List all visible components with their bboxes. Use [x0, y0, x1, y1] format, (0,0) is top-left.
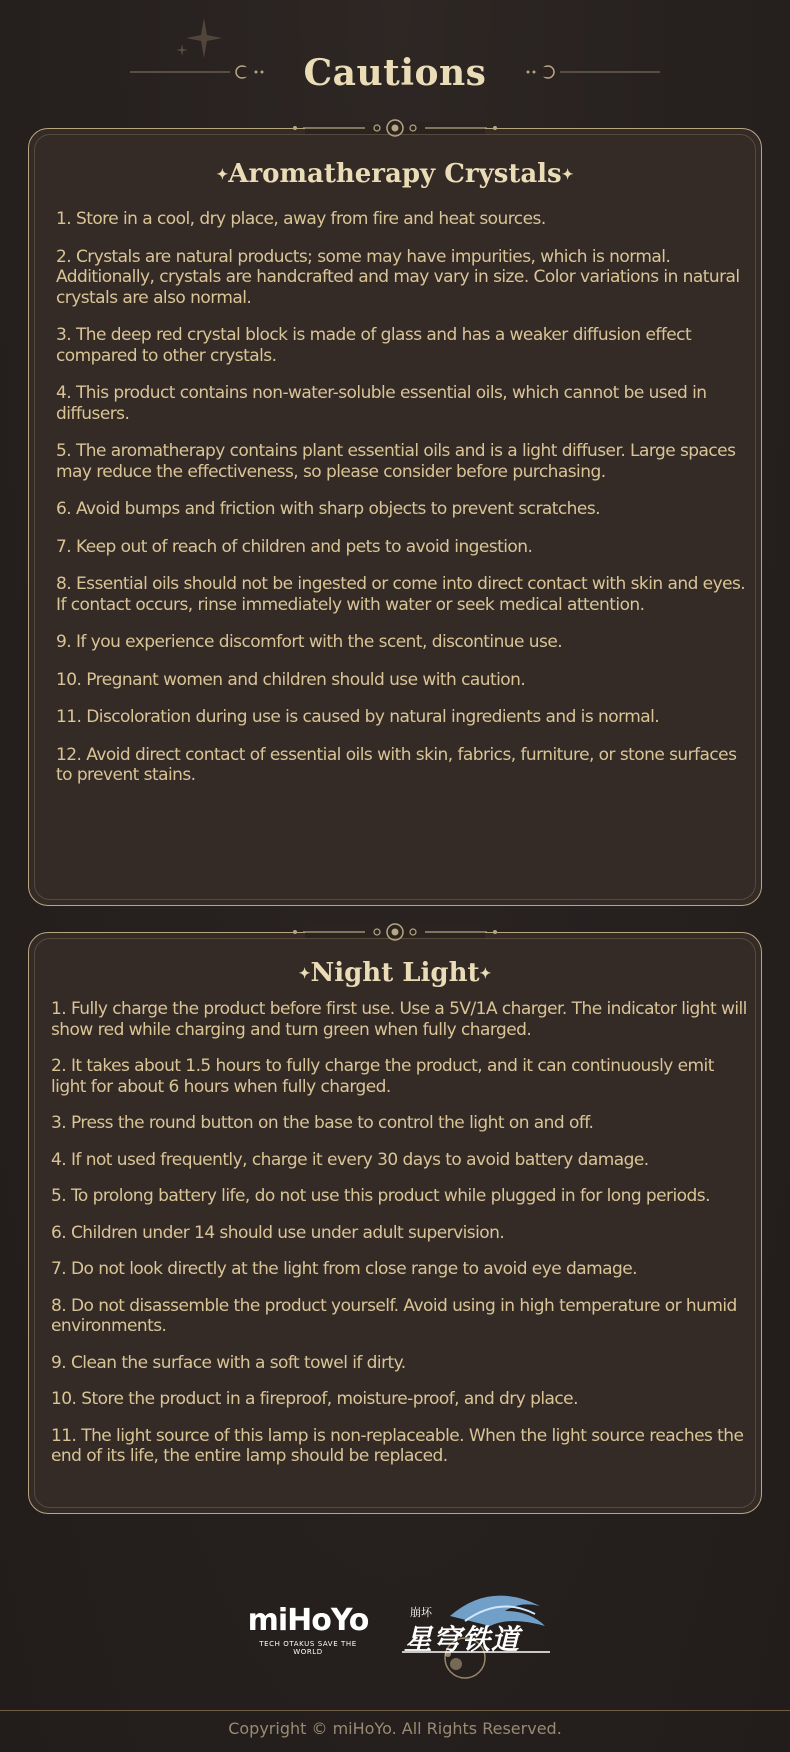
list-item: 12. Avoid direct contact of essential oils with skin, fabrics, furniture, or stone surfaces to prevent stains. [56, 744, 737, 785]
caution-list [56, 209, 756, 803]
list-item: 2. It takes about 1.5 hours to fully charge the product, and it can continuously emit light for about 6 hours when fully charged. [51, 1056, 714, 1097]
sparkle-icon: ✦ [479, 966, 492, 982]
logo-row [0, 1586, 790, 1686]
list-item: 6. Children under 14 should use under adult supervision. [51, 1222, 505, 1243]
list-item: 5. The aromatherapy contains plant essential oils and is a light diffuser. Large spaces may reduce the effectiveness, so please consider before purchasing. [56, 441, 736, 482]
list-item: 6. Avoid bumps and friction with sharp objects to prevent scratches. [56, 499, 600, 519]
section-title [29, 159, 761, 189]
list-item: 4. This product contains non-water-soluble essential oils, which cannot be used in diffusers. [56, 383, 707, 424]
list-item: 7. Keep out of reach of children and pets to avoid ingestion. [56, 536, 533, 557]
list-item: 3. The deep red crystal block is made of glass and has a weaker diffusion effect compared to other crystals. [56, 325, 692, 366]
mihoyo-logo-text: miHoYo [247, 1603, 369, 1638]
list-item: 9. Clean the surface with a soft towel if dirty. [51, 1352, 406, 1373]
panel-top-ornament [285, 116, 505, 140]
sparkle-icon: ✦ [561, 167, 574, 183]
mihoyo-tagline: TECH OTAKUS SAVE THE WORLD [259, 1640, 357, 1656]
honkai-star-rail-logo [390, 1586, 560, 1681]
list-item: 8. Do not disassemble the product yourself. Avoid using in high temperature or humid environments. [51, 1295, 737, 1336]
list-item: 9. If you experience discomfort with the scent, discontinue use. [56, 632, 563, 652]
list-item: 11. The light source of this lamp is non-replaceable. When the light source reaches the end of its life, the entire lamp should be replaced. [51, 1425, 744, 1466]
hsr-logo-text: 星穹铁道 [404, 1623, 521, 1656]
sparkle-icon: ✦ [216, 167, 229, 183]
list-item: 4. If not used frequently, charge it every 30 days to avoid battery damage. [51, 1149, 649, 1170]
caution-list [51, 999, 751, 1483]
copyright-text: Copyright © miHoYo. All Rights Reserved. [228, 1719, 562, 1738]
list-item: 1. Store in a cool, dry place, away from fire and heat sources. [56, 209, 546, 229]
section-title-text: Night Light [310, 958, 480, 988]
sparkle-icon: ✦ [298, 966, 311, 982]
section-title-text: Aromatherapy Crystals [228, 159, 562, 189]
mihoyo-logo [246, 1604, 370, 1656]
page-title: Cautions [303, 52, 487, 94]
list-item: 11. Discoloration during use is caused by natural ingredients and is normal. [56, 707, 660, 727]
list-item: 10. Pregnant women and children should use with caution. [56, 669, 526, 690]
list-item: 3. Press the round button on the base to control the light on and off. [51, 1113, 594, 1133]
section-title [29, 958, 761, 988]
panel-top-ornament [285, 920, 505, 944]
footer-divider [0, 1710, 790, 1711]
aromatherapy-crystals-panel [28, 128, 762, 906]
list-item: 7. Do not look directly at the light from close range to avoid eye damage. [51, 1259, 637, 1279]
list-item: 2. Crystals are natural products; some may have impurities, which is normal. Additionally, crystals are handcrafted and may vary in size. Color variations in natural crystals are also normal. [56, 246, 740, 308]
list-item: 8. Essential oils should not be ingested or come into direct contact with skin and eyes. If contact occurs, rinse immediately with water or seek medical attention. [56, 574, 746, 615]
night-light-panel [28, 932, 762, 1514]
list-item: 5. To prolong battery life, do not use this product while plugged in for long periods. [51, 1186, 710, 1206]
hsr-logo-small-text: 崩坏 [410, 1606, 432, 1619]
list-item: 10. Store the product in a fireproof, moisture-proof, and dry place. [51, 1389, 578, 1409]
list-item: 1. Fully charge the product before first use. Use a 5V/1A charger. The indicator light will show red while charging and turn green when fully charged. [51, 999, 747, 1040]
